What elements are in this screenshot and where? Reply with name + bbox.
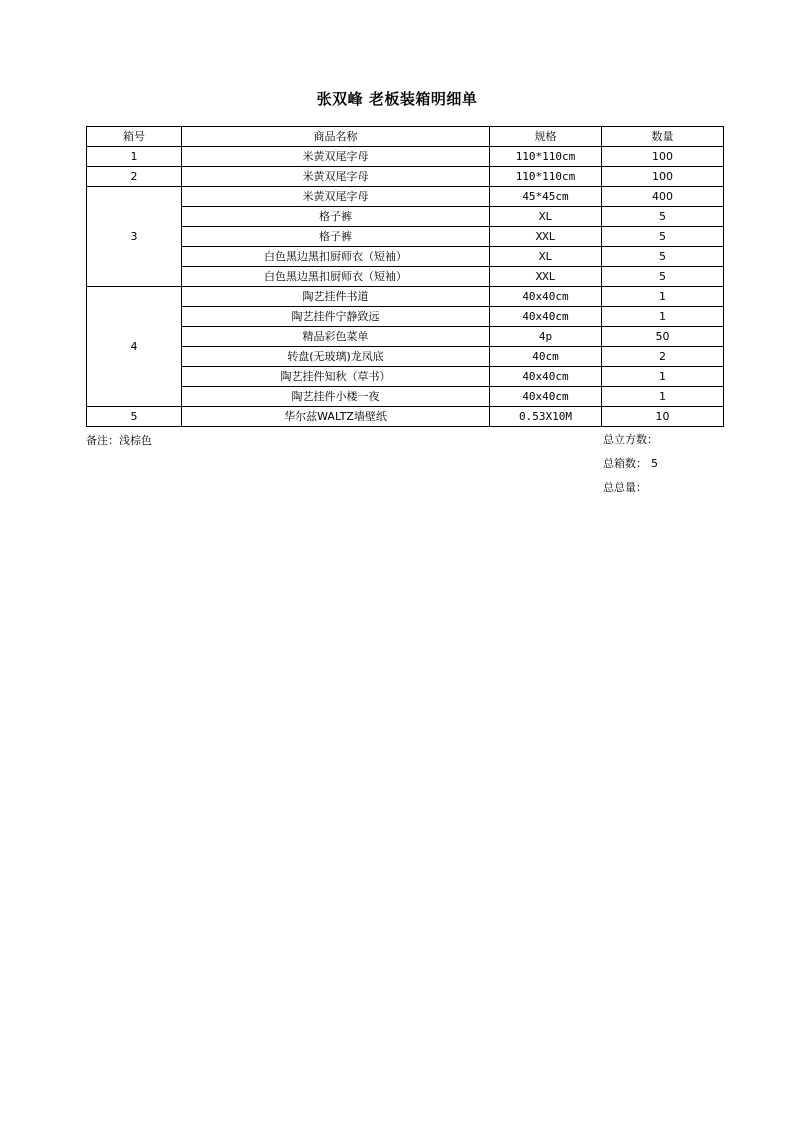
product-spec: 110*110cm xyxy=(490,147,602,167)
product-qty: 400 xyxy=(602,187,724,207)
total-volume-label: 总立方数： xyxy=(603,433,658,446)
product-spec: 40cm xyxy=(490,347,602,367)
box-number: 1 xyxy=(87,147,182,167)
product-spec: XL xyxy=(490,207,602,227)
product-qty: 100 xyxy=(602,167,724,187)
box-number: 4 xyxy=(87,287,182,407)
product-qty: 1 xyxy=(602,367,724,387)
total-boxes xyxy=(603,452,662,476)
product-qty: 5 xyxy=(602,207,724,227)
product-qty: 50 xyxy=(602,327,724,347)
product-name: 精品彩色菜单 xyxy=(182,327,490,347)
product-spec: 40x40cm xyxy=(490,287,602,307)
product-name: 米黄双尾字母 xyxy=(182,187,490,207)
product-qty: 100 xyxy=(602,147,724,167)
totals-summary xyxy=(603,428,662,500)
table-row xyxy=(87,167,724,187)
product-name: 华尔兹WALTZ墙壁纸 xyxy=(182,407,490,427)
table-row xyxy=(87,367,724,387)
header-product-name: 商品名称 xyxy=(182,127,490,147)
product-name: 转盘(无玻璃)龙凤底 xyxy=(182,347,490,367)
product-spec: 40x40cm xyxy=(490,367,602,387)
total-boxes-value: 5 xyxy=(651,457,658,470)
product-name: 陶艺挂件书道 xyxy=(182,287,490,307)
product-qty: 10 xyxy=(602,407,724,427)
table-row xyxy=(87,287,724,307)
remark-note: 备注：浅棕色 xyxy=(86,434,152,447)
product-spec: 40x40cm xyxy=(490,387,602,407)
product-qty: 1 xyxy=(602,307,724,327)
total-boxes-label: 总箱数： xyxy=(603,457,647,470)
product-name: 陶艺挂件知秋（草书） xyxy=(182,367,490,387)
product-qty: 1 xyxy=(602,287,724,307)
product-name: 白色黑边黑扣厨师衣（短袖） xyxy=(182,267,490,287)
product-name: 米黄双尾字母 xyxy=(182,147,490,167)
table-row xyxy=(87,247,724,267)
product-qty: 2 xyxy=(602,347,724,367)
product-spec: 40x40cm xyxy=(490,307,602,327)
product-spec: 4p xyxy=(490,327,602,347)
product-spec: XXL xyxy=(490,267,602,287)
box-number: 5 xyxy=(87,407,182,427)
box-number: 3 xyxy=(87,187,182,287)
product-name: 白色黑边黑扣厨师衣（短袖） xyxy=(182,247,490,267)
product-spec: 110*110cm xyxy=(490,167,602,187)
product-name: 陶艺挂件宁静致远 xyxy=(182,307,490,327)
product-name: 陶艺挂件小楼一夜 xyxy=(182,387,490,407)
table-header-row xyxy=(87,127,724,147)
box-number: 2 xyxy=(87,167,182,187)
table-row xyxy=(87,227,724,247)
product-name: 格子裤 xyxy=(182,207,490,227)
table-row xyxy=(87,327,724,347)
product-qty: 5 xyxy=(602,247,724,267)
product-name: 米黄双尾字母 xyxy=(182,167,490,187)
table-row xyxy=(87,207,724,227)
table-row xyxy=(87,347,724,367)
product-qty: 5 xyxy=(602,267,724,287)
table-row xyxy=(87,267,724,287)
product-spec: XL xyxy=(490,247,602,267)
header-spec: 规格 xyxy=(490,127,602,147)
total-volume xyxy=(603,428,662,452)
table-row xyxy=(87,407,724,427)
table-row xyxy=(87,147,724,167)
product-spec: 0.53X10M xyxy=(490,407,602,427)
product-qty: 5 xyxy=(602,227,724,247)
product-qty: 1 xyxy=(602,387,724,407)
header-box-no: 箱号 xyxy=(87,127,182,147)
product-spec: XXL xyxy=(490,227,602,247)
packing-list-table xyxy=(86,126,724,427)
total-weight xyxy=(603,476,662,500)
table-row xyxy=(87,187,724,207)
table-row xyxy=(87,387,724,407)
header-quantity: 数量 xyxy=(602,127,724,147)
total-weight-label: 总总量： xyxy=(603,481,647,494)
product-name: 格子裤 xyxy=(182,227,490,247)
table-row xyxy=(87,307,724,327)
page-title: 张双峰 老板装箱明细单 xyxy=(316,90,478,108)
product-spec: 45*45cm xyxy=(490,187,602,207)
